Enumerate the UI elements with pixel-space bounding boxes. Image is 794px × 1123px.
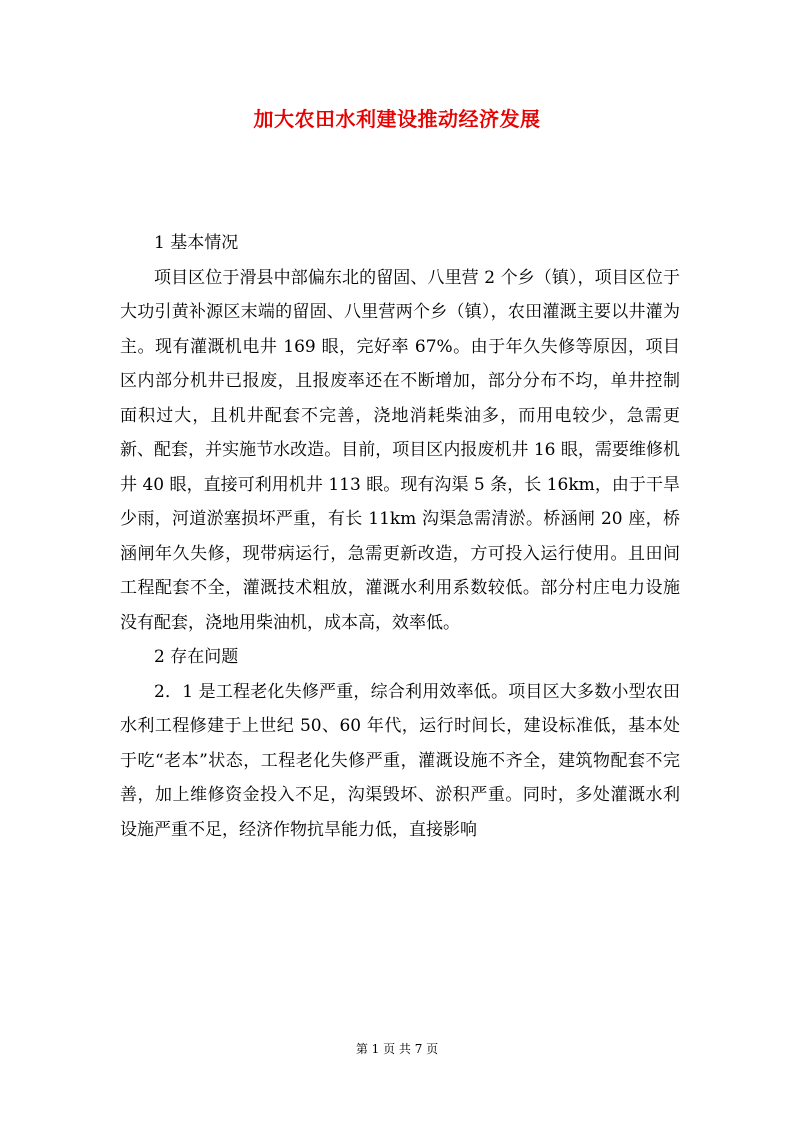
paragraph-basic-situation: 项目区位于滑县中部偏东北的留固、八里营 2 个乡（镇），项目区位于大功引黄补源区末端的留固、八里营两个乡（镇），农田灌溉主要以井灌为主。现有灌溉机电井 169 眼，完好率 67%。由于年久失修等原因，项目区内部分机井已报废，且报废率还在不断增加，部分分布不均，单井控制面积过大，且机井配套不完善，浇地消耗柴油多，而用电较少，急需更新、配套，并实施节水改造。目前，项目区内报废机井 16 眼，需要维修机井 40 眼，直接可利用机井 113 眼。现有沟渠 5 条，长 16km，由于干旱少雨，河道淤塞损坏严重，有长 11km 沟渠急需清淤。桥涵闸 20 座，桥涵闸年久失修，现带病运行，急需更新改造，方可投入运行使用。且田间工程配套不全，灌溉技术粗放，灌溉水利用系数较低。部分村庄电力设施没有配套，浇地用柴油机，成本高，效率低。 bbox=[120, 267, 680, 633]
section-heading-1: 1 基本情况 bbox=[154, 233, 239, 253]
document-title: 加大农田水利建设推动经济发展 bbox=[253, 107, 541, 131]
document-body bbox=[120, 226, 680, 847]
page-footer: 第 1 页 共 7 页 bbox=[355, 1042, 439, 1056]
section-heading-2: 2 存在问题 bbox=[154, 647, 239, 667]
paragraph-problems: 2．1 是工程老化失修严重，综合利用效率低。项目区大多数小型农田水利工程修建于上世纪 50、60 年代，运行时间长，建设标准低，基本处于吃“老本”状态，工程老化失修严重，灌溉设施不齐全，建筑物配套不完善，加上维修资金投入不足，沟渠毁坏、淤积严重。同时，多处灌溉水利设施严重不足，经济作物抗旱能力低，直接影响 bbox=[120, 681, 680, 840]
